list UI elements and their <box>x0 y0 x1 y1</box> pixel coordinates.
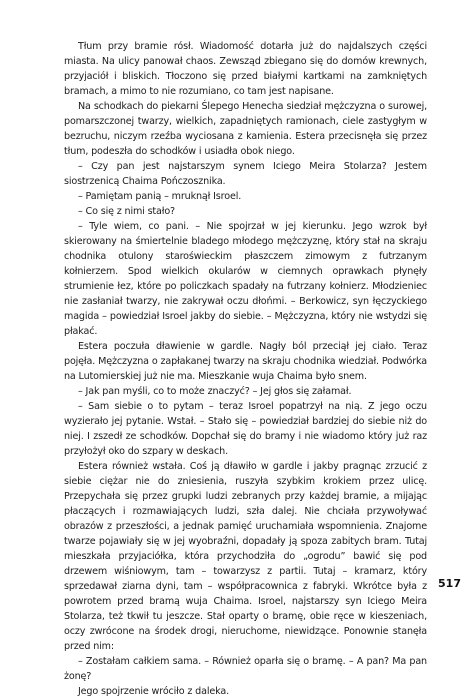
page-number: 517 <box>438 577 461 590</box>
paragraph: Estera również wstała. Coś ją dławiło w gardle i jakby pragnąc zrzucić z siebie ciężar nie do zniesienia, ruszyła szybkim krokiem przez ulicę. Przepychała się przez grupki ludzi zebranych przy każdej bramie, a mijając płaczących i rozmawiających ludzi, szła dalej. Nie chciała przywoływać obrazów z przeszłości, a jednak pamięć uruchamiała wspomnienia. Znajome twarze pojawiały się w jej wyobraźni, dopadały ją spoza zabitych bram. Tutaj mieszkała przyjaciółka, która przychodziła do „ogrodu” bawić się pod drzewem wiśniowym, tam – towarzysz z partii. Tutaj – kramarz, który sprzedawał ziarna dyni, tam – współpracownica z fabryki. Wkrótce była z powrotem przed bramą wuja Chaima. Isroel, najstarszy syn Iciego Meira Stolarza, też tkwił tu jeszcze. Stał oparty o bramę, obie ręce w kieszeniach, oczy zwrócone na środek drogi, nieruchome, niewidzące. Ponownie stanęła przed nim: <box>64 461 427 652</box>
paragraph: – Pamiętam panią – mruknął Isroel. <box>78 191 242 202</box>
book-page-text <box>64 39 427 699</box>
paragraph: – Sam siebie o to pytam – teraz Isroel popatrzył na nią. Z jego oczu wyzierało jej pytanie. Wstał. – Stało się – powiedział bardziej do siebie niż do niej. I zszedł ze schodków. Dopchał się do bramy i nie wiadomo który już raz przyłożył oko do szpary w deskach. <box>64 401 427 457</box>
paragraph: Tłum przy bramie rósł. Wiadomość dotarła już do najdalszych części miasta. Na ulicy panował chaos. Zewsząd zbiegano się do domów krewnych, przyjaciół i bliskich. Tłoczono się przed białymi kartkami na zamkniętych bramach, a mimo to nie rozumiano, co tam jest napisane. <box>64 41 427 97</box>
paragraph: Na schodkach do piekarni Ślepego Henecha siedział mężczyzna o surowej, pomarszczonej twarzy, wielkich, zapadniętych ramionach, ciele zastygłym w bezruchu, niczym rzeźba wyciosana z kamienia. Estera przecisnęła się przez tłum, podeszła do schodków i usiadła obok niego. <box>64 101 427 157</box>
paragraph: Estera poczuła dławienie w gardle. Nagły ból przeciął jej ciało. Teraz pojęła. Mężczyzna o zapłakanej twarzy na skraju chodnika wiedział. Podwórka na Lutomierskiej już nie ma. Mieszkanie wuja Chaima było snem. <box>64 341 427 382</box>
paragraph: Jego spojrzenie wróciło z daleka. <box>78 686 229 697</box>
paragraph: – Jak pan myśli, co to może znaczyć? – Jej głos się załamał. <box>78 386 352 397</box>
paragraph: – Tyle wiem, co pani. – Nie spojrzał w jej kierunku. Jego wzrok był skierowany na śmiertelnie bladego młodego mężczyznę, który stał na skraju chodnika otulony staroświeckim płaszczem zimowym z futrzanym kołnierzem. Spod wielkich okularów w ciemnych oprawkach płynęły strumienie łez, które po policzkach spadały na futrzany kołnierz. Młodzieniec nie zasłaniał twarzy, nie zakrywał oczu dłońmi. – Berkowicz, syn łęczyckiego magida – powiedział Isroel jakby do siebie. – Mężczyzna, który nie wstydzi się płakać. <box>64 221 427 337</box>
paragraph: – Co się z nimi stało? <box>78 206 175 217</box>
paragraph: – Czy pan jest najstarszym synem Iciego Meira Stolarza? Jestem siostrzenicą Chaima Pończosznika. <box>64 161 427 187</box>
paragraph: – Zostałam całkiem sama. – Również oparła się o bramę. – A pan? Ma pan żonę? <box>64 656 427 682</box>
